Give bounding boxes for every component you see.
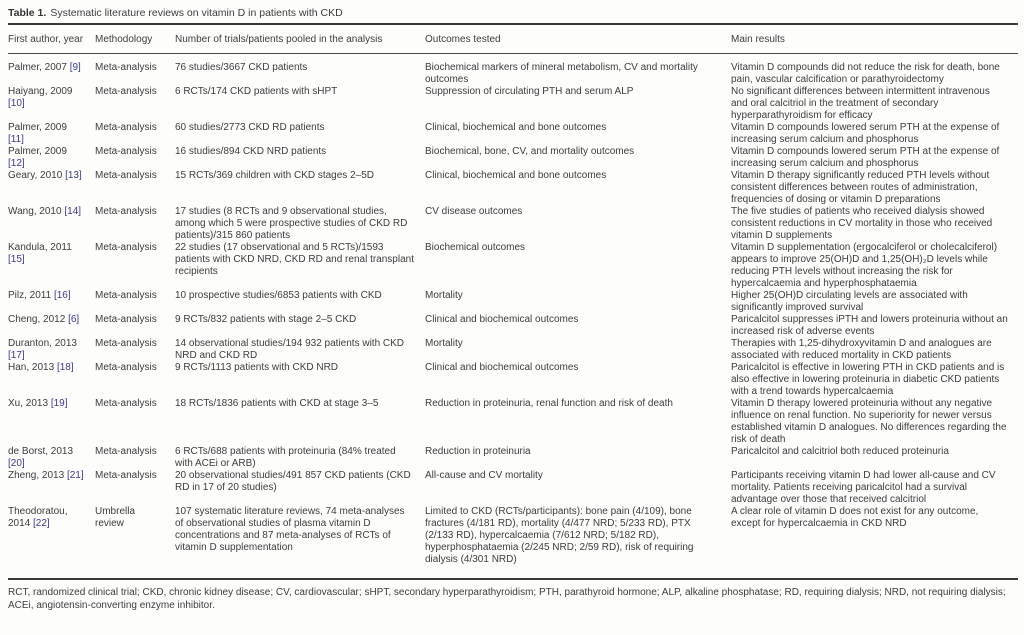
cell-methodology: Meta-analysis [95,146,157,157]
cell-trials: 6 RCTs/174 CKD patients with sHPT [175,86,338,97]
cell-author [8,290,95,314]
cell-trials: 9 RCTs/832 patients with stage 2–5 CKD [175,314,357,325]
citation-ref[interactable]: [14] [64,206,82,217]
cell-author [8,338,95,362]
cell-trials: 20 observational studies/491 857 CKD patients (CKD RD in 17 of 20 studies) [175,470,411,493]
cell-author [8,242,95,290]
citation-ref[interactable]: [16] [53,290,71,301]
cell-methodology: Meta-analysis [95,338,157,349]
cell-trials: 107 systematic literature reviews, 74 meta-analyses of observational studies of plasma vitamin D concentrations and 87 meta-analyses of RCTs of vitamin D supplementation [175,506,405,553]
citation-ref[interactable]: [19] [50,398,68,409]
cell-results: Vitamin D compounds lowered serum PTH at the expense of increasing serum calcium and phosphorus [731,146,1000,169]
cell-trials: 18 RCTs/1836 patients with CKD at stage 3–5 [175,398,379,409]
table-row [8,398,1018,446]
col-header-outcomes: Outcomes tested [425,24,731,54]
cell-methodology: Meta-analysis [95,290,157,301]
cell-trials: 9 RCTs/1113 patients with CKD NRD [175,362,339,373]
table-row [8,290,1018,314]
cell-results: Vitamin D compounds lowered serum PTH at the expense of increasing serum calcium and phosphorus [731,122,1000,145]
table-row [8,506,1018,579]
cell-trials: 16 studies/894 CKD NRD patients [175,146,327,157]
cell-methodology: Meta-analysis [95,314,157,325]
author-year: de Borst, 2013 [8,446,74,457]
cell-outcomes: Suppression of circulating PTH and serum ALP [425,86,634,97]
cell-results: Vitamin D supplementation (ergocalciferol or cholecalciferol) appears to improve 25(OH)D and 1,25(OH)₂D levels while reducing PTH levels without increasing the risk for hypercalcaemia and hyperphosphataemia [731,242,998,289]
author-year: Duranton, 2013 [8,338,77,349]
table-row [8,314,1018,338]
cell-trials: 60 studies/2773 CKD RD patients [175,122,325,133]
citation-ref[interactable]: [15] [8,254,25,265]
citation-ref[interactable]: [11] [8,134,24,145]
col-header-trials: Number of trials/patients pooled in the analysis [175,24,425,54]
cell-methodology: Umbrella review [95,506,136,529]
author-year: Palmer, 2009 [8,122,67,133]
cell-outcomes: Reduction in proteinuria, renal function and risk of death [425,398,673,409]
cell-results: Therapies with 1,25-dihydroxyvitamin D and analogues are associated with reduced mortality in CKD patients [731,338,992,361]
table-row [8,122,1018,146]
citation-ref[interactable]: [20] [8,458,25,469]
author-year: Palmer, 2009 [8,146,67,157]
cell-author [8,86,95,122]
citation-ref[interactable]: [17] [8,350,25,361]
cell-results: No significant differences between intermittent intravenous and oral calcitriol in the treatment of secondary hyperparathyroidism for efficacy [731,86,990,121]
cell-outcomes: Clinical, biochemical and bone outcomes [425,122,607,133]
cell-methodology: Meta-analysis [95,446,157,457]
cell-outcomes: All-cause and CV mortality [425,470,543,481]
cell-outcomes: Limited to CKD (RCTs/participants): bone pain (4/109), bone fractures (4/181 RD), mortality (4/477 NRD; 5/233 RD), PTX (2/133 RD), hypercalcaemia (7/612 NRD; 5/182 RD), hyperphosphataemia (2/245 NRD; 2/59 RD), risk of requiring dialysis (4/301 NRD) [425,506,694,565]
cell-results: Participants receiving vitamin D had lower all-cause and CV mortality. Patients receiving paricalcitol had a survival advantage over those that received calcitriol [731,470,996,505]
cell-outcomes: Clinical and biochemical outcomes [425,314,579,325]
cell-outcomes: Biochemical markers of mineral metabolism, CV and mortality outcomes [425,62,698,85]
table-row [8,242,1018,290]
table-row [8,446,1018,470]
citation-ref[interactable]: [13] [65,170,82,181]
citation-ref[interactable]: [6] [68,314,80,325]
cell-methodology: Meta-analysis [95,170,157,181]
cell-methodology: Meta-analysis [95,470,157,481]
cell-trials: 6 RCTs/688 patients with proteinuria (84% treated with ACEi or ARB) [175,446,396,469]
cell-results: Vitamin D therapy lowered proteinuria without any negative influence on renal function. No superiority for newer versus established vitamin D analogues. No differences regarding the risk of death [731,398,1007,445]
table-row [8,206,1018,242]
author-year: Zheng, 2013 [8,470,65,481]
cell-outcomes: Biochemical, bone, CV, and mortality outcomes [425,146,635,157]
table-row [8,146,1018,170]
table-row [8,470,1018,506]
citation-ref[interactable]: [9] [69,62,81,73]
cell-outcomes: Biochemical outcomes [425,242,526,253]
cell-results: Vitamin D therapy significantly reduced PTH levels without consistent differences between routes of administration, frequencies of dosing or vitamin D preparations [731,170,990,205]
table-row [8,362,1018,398]
author-year: Cheng, 2012 [8,314,66,325]
citation-ref[interactable]: [12] [8,158,25,169]
table-header [8,24,1018,54]
cell-outcomes: Clinical, biochemical and bone outcomes [425,170,607,181]
col-header-methodology: Methodology [95,24,175,54]
author-year: Han, 2013 [8,362,55,373]
cell-trials: 76 studies/3667 CKD patients [175,62,308,73]
author-year: Theodoratou, 2014 [8,506,68,529]
citation-ref[interactable]: [10] [8,98,25,109]
cell-outcomes: Mortality [425,290,463,301]
cell-results: Paricalcitol suppresses iPTH and lowers proteinuria without an increased risk of adverse events [731,314,1008,337]
systematic-reviews-table [8,23,1018,580]
cell-author [8,54,95,87]
table-row [8,338,1018,362]
table-caption: Systematic literature reviews on vitamin D in patients with CKD [50,7,343,19]
table-label: Table 1. [8,7,47,19]
author-year: Wang, 2010 [8,206,62,217]
cell-trials: 15 RCTs/369 children with CKD stages 2–5D [175,170,374,181]
citation-ref[interactable]: [22] [33,518,50,529]
cell-trials: 10 prospective studies/6853 patients with CKD [175,290,382,301]
cell-methodology: Meta-analysis [95,362,157,373]
cell-methodology: Meta-analysis [95,242,157,253]
author-year: Palmer, 2007 [8,62,67,73]
cell-outcomes: Clinical and biochemical outcomes [425,362,579,373]
cell-author [8,446,95,470]
citation-ref[interactable]: [21] [66,470,84,481]
cell-methodology: Meta-analysis [95,62,157,73]
cell-author [8,170,95,206]
cell-author [8,506,95,579]
cell-results: A clear role of vitamin D does not exist for any outcome, except for hypercalcaemia in CKD NRD [731,506,979,529]
cell-author [8,398,95,446]
cell-methodology: Meta-analysis [95,206,157,217]
table-row [8,86,1018,122]
table-title [8,6,1018,23]
cell-author [8,122,95,146]
table-row [8,170,1018,206]
table-body [8,54,1018,580]
col-header-results: Main results [731,24,1018,54]
col-header-author: First author, year [8,24,95,54]
cell-results: Paricalcitol and calcitriol both reduced proteinuria [731,446,949,457]
cell-results: Vitamin D compounds did not reduce the risk for death, bone pain, vascular calcification or parathyroidectomy [731,62,1000,85]
cell-trials: 14 observational studies/194 932 patients with CKD NRD and CKD RD [175,338,405,361]
citation-ref[interactable]: [18] [56,362,74,373]
cell-outcomes: Reduction in proteinuria [425,446,531,457]
table-row [8,54,1018,87]
cell-trials: 17 studies (8 RCTs and 9 observational studies, among which 5 were prospective studies of CKD RD patients)/315 860 patients [175,206,408,241]
cell-methodology: Meta-analysis [95,398,157,409]
cell-author [8,146,95,170]
author-year: Geary, 2010 [8,170,63,181]
cell-methodology: Meta-analysis [95,86,157,97]
cell-author [8,362,95,398]
author-year: Kandula, 2011 [8,242,72,253]
cell-outcomes: CV disease outcomes [425,206,523,217]
author-year: Pilz, 2011 [8,290,52,301]
cell-author [8,470,95,506]
cell-author [8,314,95,338]
cell-outcomes: Mortality [425,338,463,349]
cell-results: The five studies of patients who received dialysis showed consistent reductions in CV mortality in those who received vitamin D supplements [731,206,993,241]
table-footnote: RCT, randomized clinical trial; CKD, chronic kidney disease; CV, cardiovascular; sHPT, secondary hyperparathyroidism; PTH, parathyroid hormone; ALP, alkaline phosphatase; RD, requiring dialysis; NRD, not requiring dialysis; ACEi, angiotensin-converting enzyme inhibitor. [8,587,1006,611]
cell-results: Paricalcitol is effective in lowering PTH in CKD patients and is also effective in lowering proteinuria in diabetic CKD patients with a trend towards hypercalcaemia [731,362,1005,397]
cell-trials: 22 studies (17 observational and 5 RCTs)/1593 patients with CKD NRD, CKD RD and renal transplant recipients [175,242,414,277]
author-year: Xu, 2013 [8,398,49,409]
header-row [8,24,1018,54]
cell-methodology: Meta-analysis [95,122,157,133]
author-year: Haiyang, 2009 [8,86,73,97]
cell-author [8,206,95,242]
cell-results: Higher 25(OH)D circulating levels are associated with significantly improved survival [731,290,968,313]
